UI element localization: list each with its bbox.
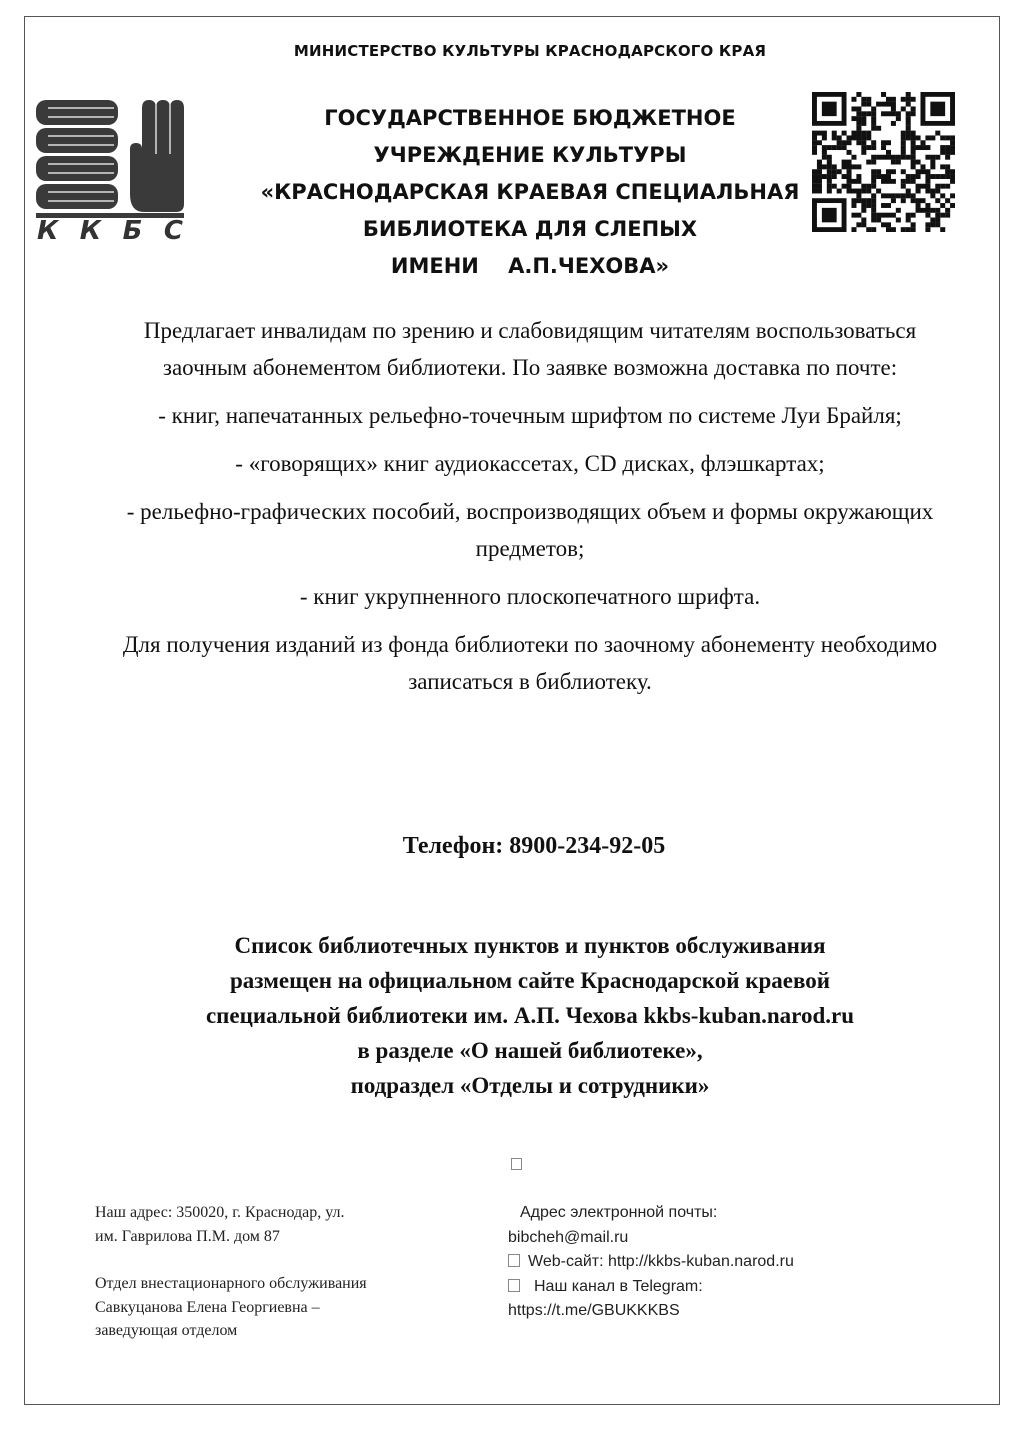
title-line: ГОСУДАРСТВЕННОЕ БЮДЖЕТНОЕ bbox=[324, 106, 736, 130]
telegram-link[interactable]: https://t.me/GBUKKKBS bbox=[508, 1302, 680, 1319]
registration-note: Для получения изданий из фонда библиотеки по заочному абонементу необходимо записаться в библиотеку. bbox=[122, 632, 938, 694]
title-line: ИМЕНИ А.П.ЧЕХОВА» bbox=[390, 254, 670, 278]
address-line: им. Гаврилова П.М. дом 87 bbox=[95, 1227, 280, 1245]
qr-code[interactable] bbox=[812, 92, 955, 232]
service-item: - рельефно-графических пособий, воспроизводящих объем и формы окружающих предметов; bbox=[126, 499, 934, 561]
bullet-box-icon bbox=[508, 1254, 520, 1267]
website-link[interactable]: Web-сайт: http://kkbs-kuban.narod.ru bbox=[528, 1253, 794, 1270]
telegram-label: Наш канал в Telegram: bbox=[534, 1277, 703, 1295]
address-line: Наш адрес: 350020, г. Краснодар, ул. bbox=[95, 1204, 345, 1221]
footer-contacts bbox=[508, 1201, 794, 1324]
list-note-line: подраздел «Отделы и сотрудники» bbox=[350, 1073, 710, 1098]
main-text bbox=[90, 312, 970, 711]
list-note-line: специальной библиотеки им. А.П. Чехова kkbs-kuban.narod.ru bbox=[205, 1003, 855, 1028]
logo-text: ККБС bbox=[37, 216, 183, 242]
title-line: УЧРЕЖДЕНИЕ КУЛЬТУРЫ bbox=[373, 143, 687, 167]
department-line: Отдел внестационарного обслуживания bbox=[95, 1275, 367, 1292]
intro-paragraph: Предлагает инвалидам по зрению и слабовидящим читателям воспользоваться заочным абонементом библиотеки. По заявке возможна доставка по почте: bbox=[143, 318, 917, 380]
list-note-line: Список библиотечных пунктов и пунктов обслуживания bbox=[234, 933, 826, 958]
branch-list-note bbox=[90, 928, 970, 1103]
bullet-box-icon bbox=[508, 1279, 520, 1292]
service-item: - книг, напечатанных рельефно-точечным шрифтом по системе Луи Брайля; bbox=[158, 403, 902, 428]
list-note-line: размещен на официальном сайте Краснодарской краевой bbox=[230, 968, 830, 993]
service-item: - «говорящих» книг аудиокассетах, CD дисках, флэшкартах; bbox=[235, 451, 825, 476]
list-note-line: в разделе «О нашей библиотеке», bbox=[357, 1038, 703, 1063]
footer-left bbox=[95, 1201, 367, 1343]
qr-code-image bbox=[812, 92, 955, 232]
email-link[interactable]: bibcheh@mail.ru bbox=[508, 1228, 629, 1246]
phone-number: Телефон: 8900-234-92-05 bbox=[402, 833, 666, 859]
department-line: заведующая отделом bbox=[95, 1322, 238, 1339]
email-label: Адрес электронной почты: bbox=[520, 1204, 718, 1221]
department-line: Савкуцанова Елена Георгиевна – bbox=[95, 1298, 320, 1316]
bullet-box-icon bbox=[511, 1158, 522, 1170]
institution-title bbox=[200, 100, 860, 285]
title-line: «КРАСНОДАРСКАЯ КРАЕВАЯ СПЕЦИАЛЬНАЯ bbox=[260, 180, 800, 204]
title-line: БИБЛИОТЕКА ДЛЯ СЛЕПЫХ bbox=[362, 217, 698, 241]
service-item: - книг укрупненного плоскопечатного шрифта. bbox=[299, 584, 761, 609]
library-logo bbox=[34, 94, 186, 242]
logo-image bbox=[34, 94, 186, 242]
ministry-heading: МИНИСТЕРСТВО КУЛЬТУРЫ КРАСНОДАРСКОГО КРАЯ bbox=[293, 42, 767, 60]
